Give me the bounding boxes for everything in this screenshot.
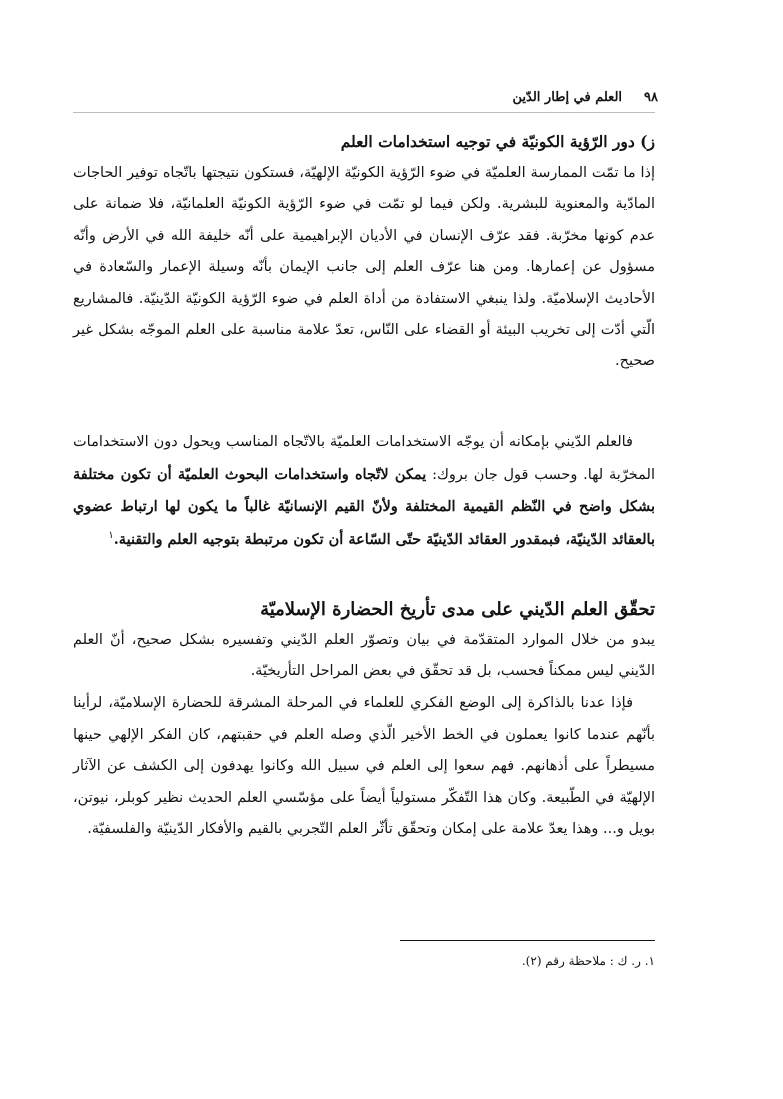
footnote-1: ١. ر. ك : ملاحظة رقم (٢). (521, 954, 655, 968)
paragraph-history-intro (73, 625, 655, 687)
section-heading-worldview: ز) دور الرّؤية الكونيّة في توجيه استخدامات العلم (340, 132, 655, 151)
paragraph-text: إذا ما تمّت الممارسة العلميّة في ضوء الرّؤية الكونيّة الإلهيّة، فستكون نتيجتها باتّجاه توفير الحاجات المادّية والمعنوية للبشرية. ولكن فيما لو تمّت في ضوء الرّؤية الكونيّة العلمانيّة، فلا ضمانة على عدم كونها مخرّبة. فقد عرّف الإنسان في الأديان الإبراهيمية على أنّه خليفة الله في الأرض وأنّه مسؤول عن إعمارها. ومن هنا عرّف العلم إلى جانب الإيمان بأنّه وسيلة الإعمار والسّعادة في الأحاديث الإسلاميّة. ولذا ينبغي الاستفادة من أداة العلم في ضوء الرّؤية الكونيّة الدّينيّة. فالمشاريع الّتي أدّت إلى تخريب البيئة أو القضاء على النّاس، تعدّ علامة مناسبة على العلم الموجّه بشكل غير صحيح. (73, 165, 655, 370)
section-heading-history: تحقّق العلم الدّيني على مدى تأريخ الحضارة الإسلاميّة (260, 599, 655, 620)
paragraph-worldview (73, 158, 655, 378)
footnote-divider (400, 940, 655, 941)
running-title: العلم في إطار الدّين (512, 89, 623, 105)
paragraph-religious-science (73, 427, 655, 556)
quotation-text: يمكن لاتّجاه واستخدامات البحوث العلميّة أن تكون مختلفة بشكل واضح في النّظم القيمية المختلفة ولأنّ القيم الإنسانيّة غالباً ما يكون لها ارتباط عضوي بالعقائد الدّينيّة، فبمقدور العقائد الدّينيّة حتّى السّاعة أن تكون مرتبطة بتوجيه العلم والتقنية. (73, 465, 655, 548)
running-header (478, 86, 658, 108)
footnote-reference[interactable]: ١ (108, 529, 114, 541)
paragraph-text: يبدو من خلال الموارد المتقدّمة في بيان وتصوّر العلم الدّيني وتفسيره بشكل صحيح، أنّ العلم الدّيني ليس ممكناً فحسب، بل قد تحقّق في بعض المراحل التأريخيّة. (73, 632, 655, 679)
page-number: ٩٨ (644, 89, 658, 105)
paragraph-intro: فالعلم الدّيني بإمكانه أن يوجّه الاستخدامات العلميّة بالاتّجاه المناسب ويحول دون الاستخدامات المخرّبة لها. وحسب قول جان بروك: (73, 434, 655, 483)
paragraph-history-scholars (73, 688, 655, 846)
header-divider (73, 112, 655, 113)
paragraph-text: فإذا عدنا بالذاكرة إلى الوضع الفكري للعلماء في المرحلة المشرقة للحضارة الإسلاميّة، لرأينا بأنّهم عندما كانوا يعملون في الخط الأخير الّذي وصله العلم في حقبتهم، كان الفكر الإلهي حينها مسيطراً على أذهانهم. فهم سعوا إلى العلم في سبيل الله وكانوا يهدفون إلى الكشف عن الآثار الإلهيّة في الطّبيعة. وكان هذا التّفكّر مستولياً أيضاً على مؤسّسي العلم الحديث نظير كوبلر، نيوتن، بويل و... وهذا يعدّ علامة على إمكان وتحقّق تأثّر العلم التّجربي بالقيم والأفكار الدّينيّة والفلسفيّة. (73, 695, 655, 837)
